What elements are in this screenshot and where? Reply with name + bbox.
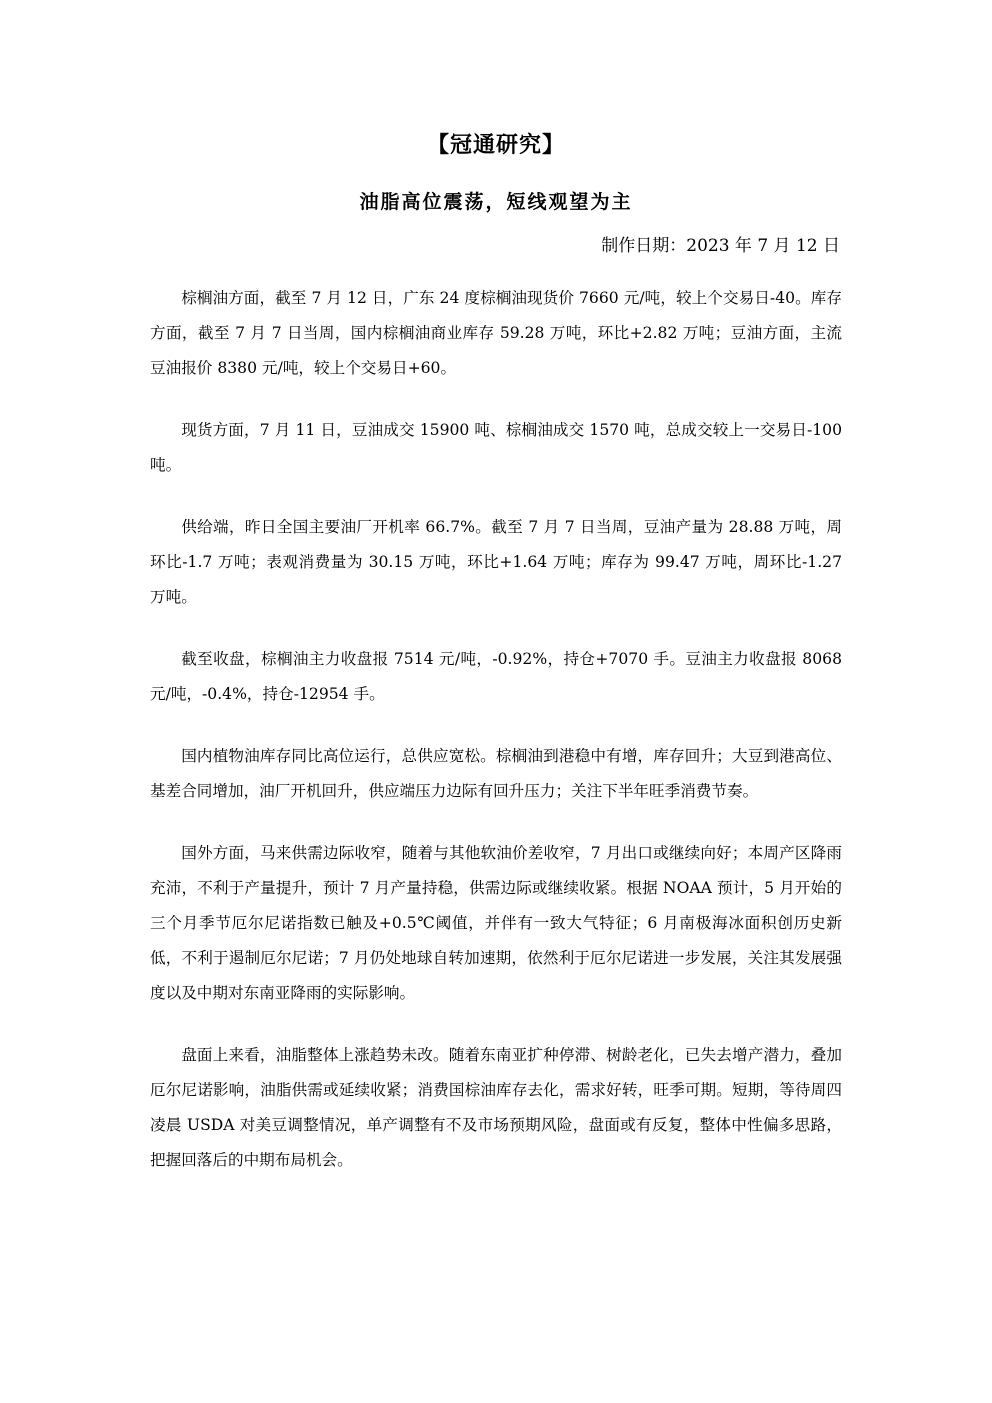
paragraph-outlook: 盘面上来看，油脂整体上涨趋势未改。随着东南亚扩种停滞、树龄老化，已失去增产潜力，叠加厄尔尼诺影响，油脂供需或延续收紧；消费国棕油库存去化，需求好转，旺季可期。短期，等待周四凌晨 USDA 对美豆调整情况，单产调整有不及市场预期风险，盘面或有反复，整体中性偏多思路，把握回落后的中期布局机会。 [150, 1046, 842, 1169]
paragraph-spot-trading: 现货方面，7 月 11 日，豆油成交 15900 吨、棕榈油成交 1570 吨，总成交较上一交易日-100 吨。 [150, 421, 842, 474]
document-date: 制作日期：2023 年 7 月 12 日 [601, 236, 840, 256]
paragraph-closing: 截至收盘，棕榈油主力收盘报 7514 元/吨，-0.92%，持仓+7070 手。豆油主力收盘报 8068 元/吨，-0.4%，持仓-12954 手。 [150, 650, 842, 703]
document-title: 油脂高位震荡，短线观望为主 [359, 191, 633, 213]
paragraph-supply: 供给端，昨日全国主要油厂开机率 66.7%。截至 7 月 7 日当周，豆油产量为 28.88 万吨，周环比-1.7 万吨；表观消费量为 30.15 万吨，环比+1.64 万吨；库存为 99.47 万吨，周环比-1.27 万吨。 [150, 518, 842, 606]
document-header: 【冠通研究】 [426, 132, 565, 158]
paragraph-overseas: 国外方面，马来供需边际收窄，随着与其他软油价差收窄，7 月出口或继续向好；本周产区降雨充沛，不利于产量提升，预计 7 月产量持稳，供需边际或继续收紧。根据 NOAA 预计，5 月开始的三个月季节厄尔尼诺指数已触及+0.5℃阈值，并伴有一致大气特征；6 月南极海冰面积创历史新低，不利于遏制厄尔尼诺；7 月仍处地球自转加速期，依然利于厄尔尼诺进一步发展，关注其发展强度以及中期对东南亚降雨的实际影响。 [150, 844, 842, 1002]
paragraph-palm-oil-spot: 棕榈油方面，截至 7 月 12 日，广东 24 度棕榈油现货价 7660 元/吨，较上个交易日-40。库存方面，截至 7 月 7 日当周，国内棕榈油商业库存 59.28 万吨，环比+2.82 万吨；豆油方面，主流豆油报价 8380 元/吨，较上个交易日+60。 [150, 289, 842, 377]
document-body [150, 281, 842, 1205]
paragraph-domestic: 国内植物油库存同比高位运行，总供应宽松。棕榈油到港稳中有增，库存回升；大豆到港高位、基差合同增加，油厂开机回升，供应端压力边际有回升压力；关注下半年旺季消费节奏。 [150, 747, 842, 800]
